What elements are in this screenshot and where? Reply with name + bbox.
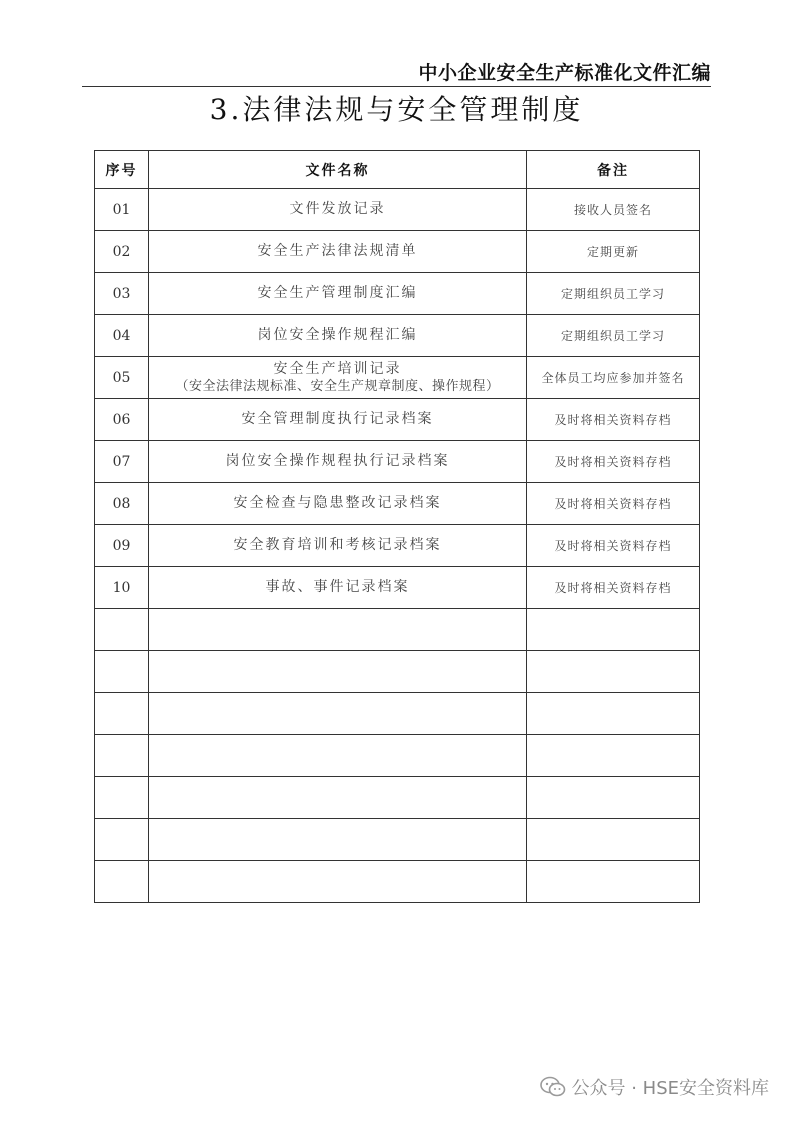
document-name xyxy=(149,819,527,861)
document-note xyxy=(527,735,700,777)
document-name xyxy=(149,735,527,777)
row-number: 02 xyxy=(95,231,149,273)
row-number: 09 xyxy=(95,525,149,567)
document-note: 及时将相关资料存档 xyxy=(527,483,700,525)
row-number xyxy=(95,735,149,777)
document-note: 及时将相关资料存档 xyxy=(527,567,700,609)
document-name xyxy=(149,357,527,399)
document-note: 全体员工均应参加并签名 xyxy=(527,357,700,399)
column-header-no: 序号 xyxy=(95,151,149,189)
table-row xyxy=(95,735,700,777)
document-note xyxy=(527,777,700,819)
header-title: 中小企业安全生产标准化文件汇编 xyxy=(418,62,711,84)
document-note: 接收人员签名 xyxy=(527,189,700,231)
document-note xyxy=(527,651,700,693)
table-row xyxy=(95,567,700,609)
document-note: 定期更新 xyxy=(527,231,700,273)
table-row xyxy=(95,693,700,735)
document-name-text: 文件发放记录 xyxy=(289,201,386,217)
document-note xyxy=(527,819,700,861)
document-note xyxy=(527,861,700,903)
row-number: 06 xyxy=(95,399,149,441)
document-name xyxy=(149,651,527,693)
document-name-text: 事故、事件记录档案 xyxy=(265,579,410,595)
row-number xyxy=(95,609,149,651)
document-name xyxy=(149,273,527,315)
row-number: 05 xyxy=(95,357,149,399)
table-row xyxy=(95,357,700,399)
row-number: 01 xyxy=(95,189,149,231)
table-row xyxy=(95,819,700,861)
document-name-subtitle: （安全法律法规标准、安全生产规章制度、操作规程） xyxy=(175,378,500,394)
document-note: 及时将相关资料存档 xyxy=(527,399,700,441)
document-name-text: 安全生产培训记录 xyxy=(273,360,402,377)
document-note: 及时将相关资料存档 xyxy=(527,525,700,567)
row-number xyxy=(95,819,149,861)
table-row xyxy=(95,777,700,819)
document-name-text: 安全教育培训和考核记录档案 xyxy=(233,537,442,553)
table-row xyxy=(95,525,700,567)
document-note: 定期组织员工学习 xyxy=(527,315,700,357)
row-number: 10 xyxy=(95,567,149,609)
table-row xyxy=(95,861,700,903)
watermark-text: 公众号 · HSE安全资料库 xyxy=(571,1078,769,1099)
document-name xyxy=(149,189,527,231)
table-row xyxy=(95,315,700,357)
row-number xyxy=(95,861,149,903)
table-row xyxy=(95,189,700,231)
document-note: 及时将相关资料存档 xyxy=(527,441,700,483)
document-note xyxy=(527,693,700,735)
column-header-name: 文件名称 xyxy=(149,151,527,189)
document-name xyxy=(149,441,527,483)
row-number xyxy=(95,651,149,693)
wechat-icon xyxy=(540,1076,566,1098)
row-number: 07 xyxy=(95,441,149,483)
row-number xyxy=(95,777,149,819)
document-name xyxy=(149,399,527,441)
document-name xyxy=(149,861,527,903)
table-row xyxy=(95,399,700,441)
document-name-text: 岗位安全操作规程汇编 xyxy=(257,327,418,343)
document-name xyxy=(149,609,527,651)
document-name xyxy=(149,231,527,273)
row-number: 03 xyxy=(95,273,149,315)
table-row xyxy=(95,609,700,651)
table-row xyxy=(95,231,700,273)
table-row xyxy=(95,273,700,315)
document-name xyxy=(149,777,527,819)
column-header-note: 备注 xyxy=(527,151,700,189)
document-name xyxy=(149,483,527,525)
table-header-row xyxy=(95,151,700,189)
document-name-text: 安全管理制度执行记录档案 xyxy=(241,411,434,427)
table-row xyxy=(95,651,700,693)
row-number: 04 xyxy=(95,315,149,357)
table-row xyxy=(95,483,700,525)
document-name xyxy=(149,315,527,357)
table-row xyxy=(95,441,700,483)
document-name xyxy=(149,567,527,609)
row-number: 08 xyxy=(95,483,149,525)
document-name-text: 安全检查与隐患整改记录档案 xyxy=(233,495,442,511)
watermark xyxy=(540,1074,770,1100)
header-divider xyxy=(82,86,711,87)
document-name-text: 岗位安全操作规程执行记录档案 xyxy=(225,453,450,469)
document-name-text: 安全生产法律法规清单 xyxy=(257,243,418,259)
document-title: 3.法律法规与安全管理制度 xyxy=(209,93,584,126)
document-name xyxy=(149,693,527,735)
document-note: 定期组织员工学习 xyxy=(527,273,700,315)
document-list-table xyxy=(94,150,700,903)
row-number xyxy=(95,693,149,735)
document-name-text: 安全生产管理制度汇编 xyxy=(257,285,418,301)
document-note xyxy=(527,609,700,651)
document-name xyxy=(149,525,527,567)
